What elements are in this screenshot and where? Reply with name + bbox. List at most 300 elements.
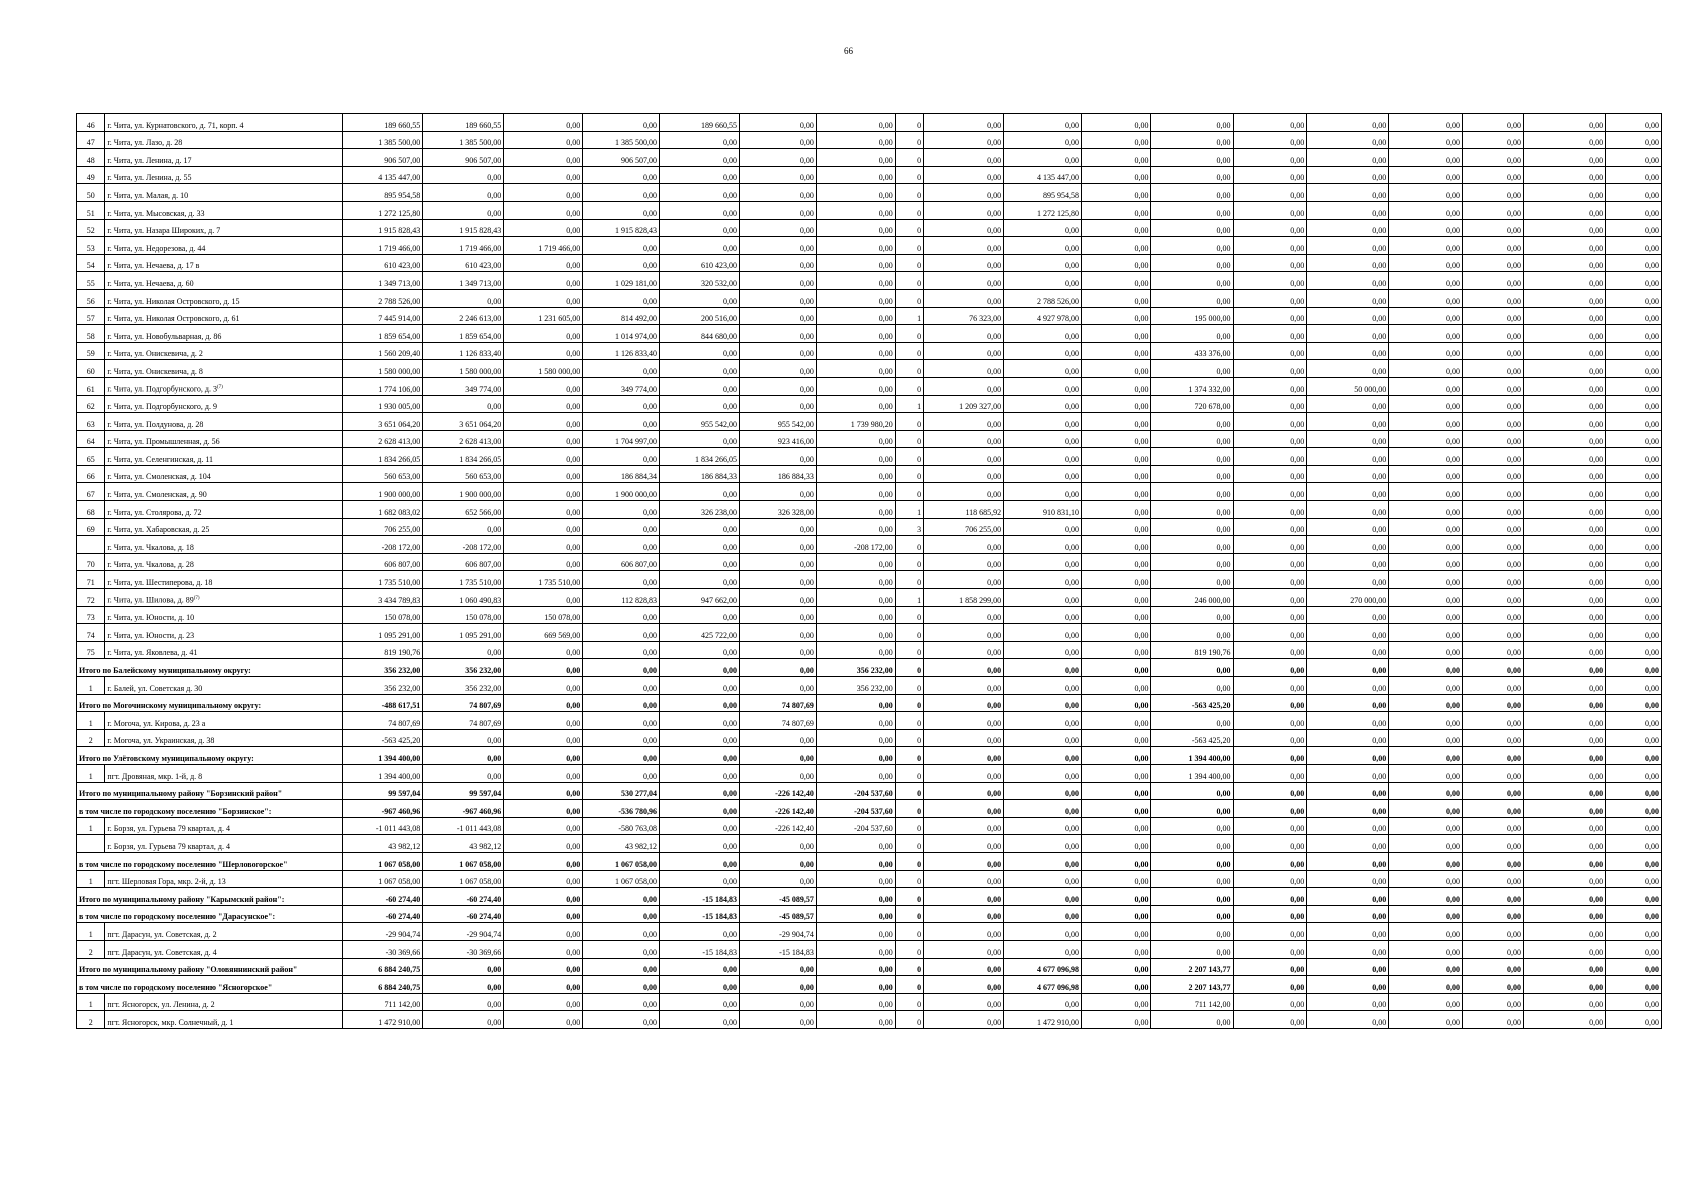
value-cell: 0,00 [1082,536,1151,554]
value-cell: 0,00 [924,360,1004,378]
value-cell: 3 651 064,20 [343,413,423,431]
table-row [77,483,1662,501]
value-cell: 0,00 [1082,254,1151,272]
value-cell: 0,00 [1004,817,1082,835]
value-cell: 0 [895,114,923,132]
subtotal-row [77,782,1662,800]
value-cell: 1 915 828,43 [583,219,660,237]
address-cell [105,1011,343,1029]
value-cell: -30 369,66 [423,940,504,958]
value-cell: 0,00 [1004,518,1082,536]
value-cell: 0,00 [504,272,583,290]
value-cell: 0,00 [583,114,660,132]
value-cell: 0,00 [583,166,660,184]
value-cell: 0,00 [816,553,895,571]
value-cell: 0,00 [1004,237,1082,255]
value-cell: -1 011 443,08 [423,817,504,835]
value-cell: -15 184,83 [660,940,740,958]
value-cell: 0,00 [1462,923,1523,941]
value-cell: 0,00 [1524,465,1606,483]
value-cell: 0,00 [1462,782,1523,800]
value-cell: -29 904,74 [740,923,817,941]
value-cell: 0,00 [1524,149,1606,167]
value-cell: 0,00 [1233,448,1307,466]
value-cell: 0 [895,976,923,994]
value-cell: 0,00 [924,536,1004,554]
value-cell: 0,00 [816,694,895,712]
value-cell: 0,00 [816,835,895,853]
value-cell: 606 807,00 [343,553,423,571]
row-number: 68 [77,501,105,519]
value-cell: 0,00 [1233,184,1307,202]
value-cell: 0 [895,835,923,853]
value-cell: 0,00 [924,413,1004,431]
value-cell: 74 807,69 [343,712,423,730]
value-cell: -204 537,60 [816,800,895,818]
value-cell: -226 142,40 [740,800,817,818]
table-row [77,377,1662,395]
value-cell: 0,00 [1233,413,1307,431]
value-cell: 0,00 [583,184,660,202]
value-cell: 0,00 [816,289,895,307]
value-cell: 0,00 [1307,571,1389,589]
value-cell: -536 780,96 [583,800,660,818]
footnote-mark: (7) [216,384,223,390]
value-cell: 0,00 [816,272,895,290]
value-cell: 0,00 [1389,149,1463,167]
value-cell: 0,00 [1389,536,1463,554]
value-cell: 0,00 [1307,325,1389,343]
value-cell: 0,00 [1462,114,1523,132]
value-cell: 0 [895,800,923,818]
value-cell: 0,00 [1151,501,1233,519]
value-cell: 0,00 [1082,237,1151,255]
value-cell: 0,00 [660,641,740,659]
value-cell: 0,00 [423,289,504,307]
value-cell: 0,00 [1389,184,1463,202]
address-text: г. Чита, ул. Ленина, д. 55 [107,173,192,183]
value-cell: 0,00 [1307,817,1389,835]
row-number: 65 [77,448,105,466]
address-cell [105,764,343,782]
table-row [77,166,1662,184]
value-cell: 0,00 [1082,888,1151,906]
value-cell: 0,00 [1524,501,1606,519]
value-cell: 150 078,00 [423,606,504,624]
row-number: 55 [77,272,105,290]
row-number: 58 [77,325,105,343]
value-cell: 0,00 [816,958,895,976]
value-cell: 1 472 910,00 [343,1011,423,1029]
address-text: г. Чита, ул. Нечаева, д. 17 в [107,261,200,271]
value-cell: 0,00 [740,395,817,413]
table-row [77,501,1662,519]
value-cell: 0 [895,448,923,466]
value-cell: 0,00 [816,325,895,343]
value-cell: 0,00 [1082,430,1151,448]
value-cell: 0,00 [504,342,583,360]
table-row [77,465,1662,483]
value-cell: 0,00 [660,131,740,149]
value-cell: 0,00 [660,606,740,624]
value-cell: 1 735 510,00 [504,571,583,589]
value-cell: 76 323,00 [924,307,1004,325]
value-cell: 0,00 [1524,325,1606,343]
value-cell: 0,00 [1389,641,1463,659]
value-cell: 0,00 [816,905,895,923]
value-cell: 0,00 [660,712,740,730]
table-row [77,149,1662,167]
value-cell: 0,00 [1233,817,1307,835]
row-number: 60 [77,360,105,378]
row-number: 49 [77,166,105,184]
address-text: г. Чита, ул. Онискевича, д. 8 [107,366,203,376]
value-cell: 0,00 [1151,571,1233,589]
value-cell: 99 597,04 [423,782,504,800]
address-cell [105,483,343,501]
value-cell: 955 542,00 [660,413,740,431]
value-cell: 0,00 [660,1011,740,1029]
value-cell: 0,00 [1307,219,1389,237]
value-cell: 0,00 [423,166,504,184]
value-cell: 0,00 [423,958,504,976]
address-text: г. Чита, ул. Недорезова, д. 44 [107,243,206,253]
value-cell: 0,00 [1151,518,1233,536]
address-text: г. Чита, ул. Смоленская, д. 90 [107,490,207,500]
value-cell: 0,00 [1462,360,1523,378]
value-cell: 0,00 [1462,677,1523,695]
value-cell: 356 232,00 [343,659,423,677]
subtotal-label: Итого по муниципальному району "Оловяннинский район" [77,958,343,976]
value-cell: 425 722,00 [660,624,740,642]
value-cell: 4 677 096,98 [1004,958,1082,976]
address-cell [105,149,343,167]
value-cell: 1 859 654,00 [343,325,423,343]
value-cell: 0,00 [504,254,583,272]
value-cell: 0,00 [1151,201,1233,219]
value-cell: 0 [895,342,923,360]
value-cell: 0,00 [1233,430,1307,448]
value-cell: -30 369,66 [343,940,423,958]
value-cell: 246 000,00 [1151,589,1233,607]
value-cell: 0,00 [1606,729,1662,747]
value-cell: 0,00 [1082,1011,1151,1029]
value-cell: 0,00 [1233,254,1307,272]
value-cell: 0,00 [1389,307,1463,325]
value-cell: 0 [895,465,923,483]
value-cell: 0,00 [1233,1011,1307,1029]
value-cell: 0,00 [816,641,895,659]
value-cell: 0,00 [1004,272,1082,290]
value-cell: 0,00 [423,747,504,765]
value-cell: 0,00 [740,606,817,624]
value-cell: 0,00 [583,958,660,976]
address-cell [105,360,343,378]
value-cell: 0,00 [1151,940,1233,958]
value-cell: 0,00 [1082,448,1151,466]
value-cell: 0 [895,888,923,906]
address-cell [105,395,343,413]
value-cell: 0,00 [504,870,583,888]
value-cell: 0,00 [1524,1011,1606,1029]
value-cell: 0,00 [740,993,817,1011]
value-cell: 0,00 [924,342,1004,360]
value-cell: 0,00 [504,589,583,607]
value-cell: 0,00 [1606,289,1662,307]
subtotal-row [77,800,1662,818]
value-cell: 0,00 [1524,413,1606,431]
value-cell: 0,00 [1606,325,1662,343]
value-cell: 0,00 [1004,764,1082,782]
value-cell: 0,00 [1606,870,1662,888]
value-cell: 1 859 654,00 [423,325,504,343]
value-cell: 0,00 [740,377,817,395]
value-cell: 0,00 [1524,905,1606,923]
value-cell: 0,00 [816,237,895,255]
value-cell: 1 349 713,00 [423,272,504,290]
value-cell: 819 190,76 [1151,641,1233,659]
value-cell: 0,00 [1233,518,1307,536]
value-cell: 0,00 [924,677,1004,695]
value-cell: 0,00 [660,483,740,501]
address-cell [105,940,343,958]
value-cell: 0,00 [1462,149,1523,167]
value-cell: 910 831,10 [1004,501,1082,519]
value-cell: 0,00 [504,289,583,307]
value-cell: 0,00 [1606,571,1662,589]
address-cell [105,430,343,448]
value-cell: 0,00 [1606,993,1662,1011]
value-cell: 0,00 [1151,114,1233,132]
value-cell: 3 [895,518,923,536]
value-cell: 0,00 [1233,377,1307,395]
value-cell: -563 425,20 [1151,694,1233,712]
value-cell: 0 [895,413,923,431]
value-cell: 0,00 [1389,764,1463,782]
value-cell: 1 834 266,05 [660,448,740,466]
row-number: 47 [77,131,105,149]
value-cell: 0,00 [740,448,817,466]
value-cell: 0,00 [1082,131,1151,149]
value-cell: 0,00 [1004,782,1082,800]
value-cell: 610 423,00 [343,254,423,272]
value-cell: 0,00 [1462,184,1523,202]
value-cell: 0 [895,254,923,272]
value-cell: 0,00 [1524,747,1606,765]
value-cell: 0,00 [660,536,740,554]
address-cell [105,993,343,1011]
value-cell: 0,00 [660,958,740,976]
value-cell: 0,00 [740,149,817,167]
value-cell: 0,00 [1462,606,1523,624]
value-cell: 0 [895,483,923,501]
value-cell: 1 580 000,00 [423,360,504,378]
value-cell: 0,00 [1082,800,1151,818]
value-cell: 0,00 [1082,483,1151,501]
value-cell: 669 569,00 [504,624,583,642]
value-cell: 0,00 [1151,923,1233,941]
value-cell: 0,00 [504,993,583,1011]
value-cell: 0,00 [740,677,817,695]
value-cell: 0,00 [1606,1011,1662,1029]
value-cell: 0,00 [583,624,660,642]
value-cell: 1 719 466,00 [423,237,504,255]
value-cell: 0,00 [1082,289,1151,307]
value-cell: 1 580 000,00 [504,360,583,378]
subtotal-row [77,852,1662,870]
value-cell: 0,00 [924,940,1004,958]
value-cell: 0,00 [1082,958,1151,976]
value-cell: 0,00 [1004,131,1082,149]
value-cell: 0,00 [1462,465,1523,483]
address-cell [105,201,343,219]
value-cell: 0 [895,184,923,202]
value-cell: 0,00 [1082,729,1151,747]
value-cell: 0,00 [924,817,1004,835]
row-number: 1 [77,712,105,730]
value-cell: 0,00 [504,747,583,765]
value-cell: 0,00 [1151,289,1233,307]
value-cell: 0,00 [1524,237,1606,255]
value-cell: 1 560 209,40 [343,342,423,360]
value-cell: 195 000,00 [1151,307,1233,325]
value-cell: 0,00 [1307,835,1389,853]
value-cell: 0,00 [1606,624,1662,642]
value-cell: 0,00 [1462,536,1523,554]
table-row [77,395,1662,413]
value-cell: 0,00 [1082,641,1151,659]
value-cell: 2 246 613,00 [423,307,504,325]
row-number: 46 [77,114,105,132]
value-cell: 0,00 [1082,976,1151,994]
value-cell: 0,00 [1004,219,1082,237]
value-cell: 0,00 [1389,571,1463,589]
value-cell: 0,00 [1151,360,1233,378]
value-cell: 0,00 [1606,536,1662,554]
value-cell: 0,00 [504,888,583,906]
value-cell: 0,00 [583,571,660,589]
value-cell: 0,00 [583,764,660,782]
value-cell: 0,00 [583,201,660,219]
value-cell: 0,00 [1233,641,1307,659]
table-row [77,729,1662,747]
value-cell: 0,00 [1462,166,1523,184]
value-cell: 0,00 [816,501,895,519]
value-cell: 0,00 [924,888,1004,906]
value-cell: 0,00 [1389,852,1463,870]
value-cell: 0,00 [504,325,583,343]
value-cell: 1 067 058,00 [343,852,423,870]
value-cell: 0,00 [660,729,740,747]
value-cell: 0,00 [1462,237,1523,255]
value-cell: -226 142,40 [740,782,817,800]
value-cell: 0,00 [1307,483,1389,501]
value-cell: 0,00 [1389,589,1463,607]
value-cell: 43 982,12 [423,835,504,853]
value-cell: 0,00 [1004,342,1082,360]
value-cell: 706 255,00 [343,518,423,536]
value-cell: 1 209 327,00 [924,395,1004,413]
value-cell: 0,00 [504,501,583,519]
value-cell: 0,00 [816,342,895,360]
value-cell: 1 472 910,00 [1004,1011,1082,1029]
value-cell: 0,00 [1389,888,1463,906]
value-cell: 0,00 [1233,219,1307,237]
value-cell: 0,00 [504,184,583,202]
subtotal-label: Итого по Балейскому муниципальному округу: [77,659,343,677]
value-cell: 1 719 466,00 [343,237,423,255]
value-cell: 0,00 [1524,536,1606,554]
value-cell: 0,00 [1307,201,1389,219]
value-cell: 0,00 [816,395,895,413]
value-cell: 0,00 [583,905,660,923]
value-cell: 0 [895,131,923,149]
value-cell: 0,00 [1606,501,1662,519]
value-cell: 1 095 291,00 [423,624,504,642]
value-cell: 0,00 [1389,166,1463,184]
value-cell: 0,00 [1524,254,1606,272]
value-cell: 0,00 [1233,993,1307,1011]
value-cell: 0,00 [740,870,817,888]
address-cell [105,712,343,730]
value-cell: 0,00 [740,536,817,554]
value-cell: 0,00 [1524,219,1606,237]
address-text: пгт. Ясногорск, ул. Ленина, д. 2 [107,1000,215,1010]
value-cell: 0,00 [1151,888,1233,906]
value-cell: 0,00 [1151,905,1233,923]
value-cell: 0,00 [660,870,740,888]
value-cell: 0,00 [1389,465,1463,483]
address-text: г. Чита, ул. Чкалова, д. 28 [107,560,194,570]
value-cell: 0,00 [1233,131,1307,149]
value-cell: 0,00 [1233,905,1307,923]
value-cell: 118 685,92 [924,501,1004,519]
value-cell: 99 597,04 [343,782,423,800]
value-cell: 0,00 [1233,114,1307,132]
value-cell: 0,00 [1389,712,1463,730]
value-cell: 0,00 [816,465,895,483]
value-cell: 0,00 [423,518,504,536]
row-number: 73 [77,606,105,624]
value-cell: 0,00 [1524,624,1606,642]
value-cell: 0,00 [1004,377,1082,395]
value-cell: 1 067 058,00 [583,870,660,888]
repair-funding-table [76,113,1662,1029]
value-cell: 0 [895,852,923,870]
address-text: пгт. Дарасун, ул. Советская, д. 4 [107,947,217,957]
value-cell: 326 328,00 [740,501,817,519]
value-cell: 0,00 [816,377,895,395]
value-cell: 1 735 510,00 [343,571,423,589]
value-cell: 1 719 466,00 [504,237,583,255]
subtotal-row [77,694,1662,712]
value-cell: 0,00 [924,430,1004,448]
value-cell: 6 884 240,75 [343,976,423,994]
subtotal-label: в том числе по городскому поселению "Дарасунское": [77,905,343,923]
value-cell: 711 142,00 [343,993,423,1011]
table-row [77,219,1662,237]
value-cell: 0 [895,219,923,237]
value-cell: 0,00 [1524,870,1606,888]
address-cell [105,342,343,360]
value-cell: 0,00 [1524,800,1606,818]
value-cell: 0,00 [1389,870,1463,888]
value-cell: 0,00 [1082,201,1151,219]
row-number: 57 [77,307,105,325]
value-cell: 0,00 [583,536,660,554]
row-number: 2 [77,1011,105,1029]
value-cell: -45 089,57 [740,905,817,923]
